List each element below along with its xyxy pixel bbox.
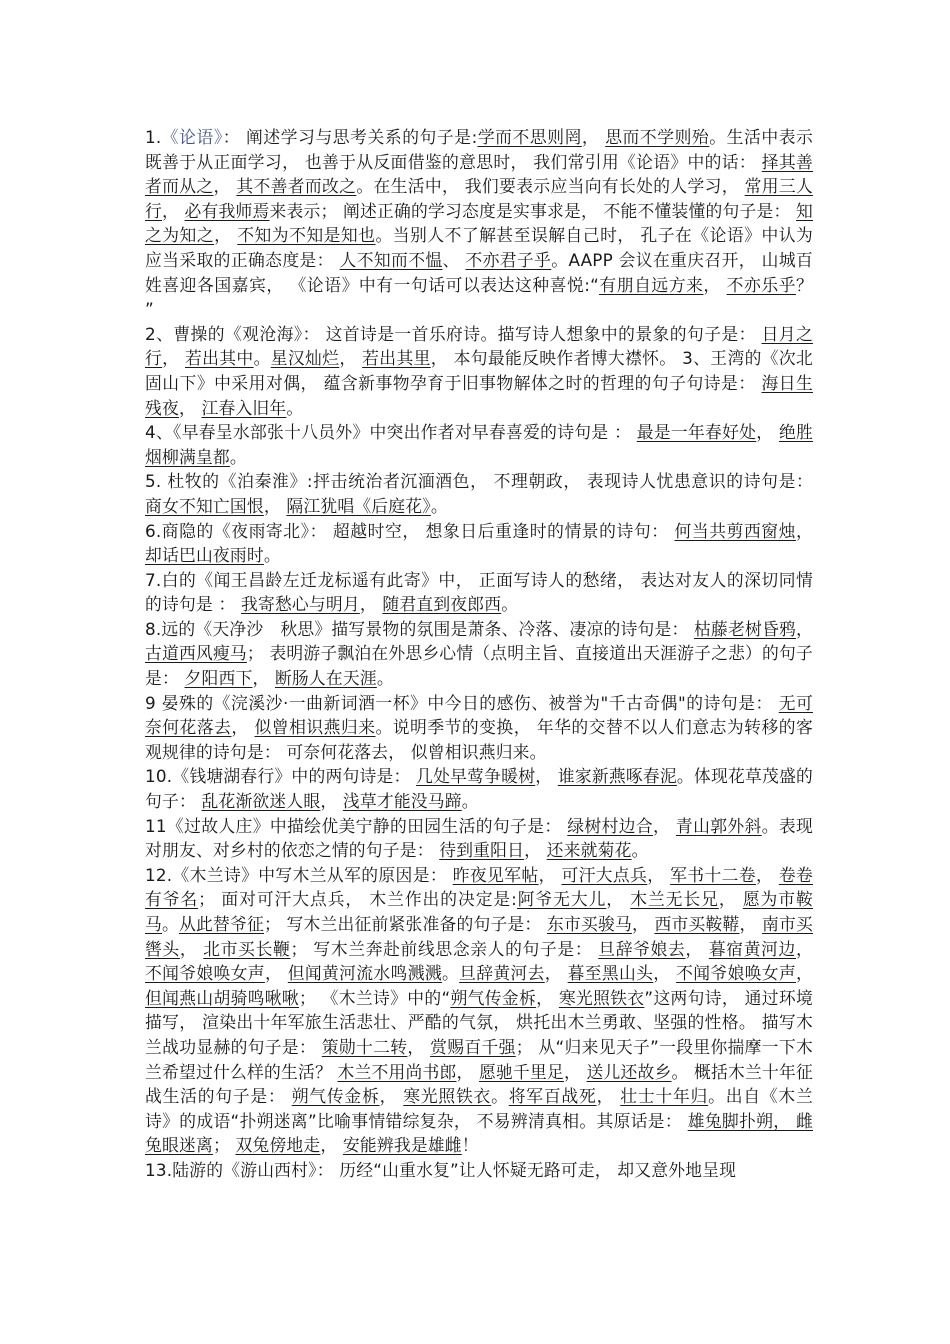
body-text: ， [756,422,779,443]
paragraph-12 [145,1158,813,1183]
answer-text: 随君直到夜郎西 [382,594,502,615]
answer-text: 不知为不知是知也 [237,225,376,246]
document-body [145,125,813,1183]
answer-text: 朔气传金柝 [291,1086,380,1107]
answer-text: 其不善者而改之 [236,176,357,197]
body-text: 。 [253,348,271,369]
answer-text: 暮宿黄河边 [708,938,796,959]
body-text: 12.《木兰诗》中写木兰从军的原因是： [145,864,453,885]
book-title-text: 《论语》 [161,127,223,147]
body-text: ， [796,963,814,984]
answer-text: 旦辞黄河去 [459,963,545,984]
answer-text: 隔江犹唱《后庭花》 [286,495,431,516]
body-text: 2、曹操的《观沧海》： 这首诗是一首乐府诗。描写诗人想象中的景象的句子是： [145,323,762,344]
answer-text: 常用三人行 [145,176,813,221]
answer-text: 南市买辔头 [145,914,814,959]
answer-text: 必有我师焉 [184,200,270,221]
body-text: ， [653,815,676,836]
body-text: 。 [430,495,448,516]
body-text: ， [359,594,383,615]
paragraph-1 [145,125,813,322]
body-text: ， [606,889,631,910]
body-text: 来表示； 阐述正确的学习态度是实事求是， 不能不懂装懂的句子是： [269,200,797,221]
answer-text: 暮至黑山头 [567,963,654,984]
body-text: 10.《钱塘湖春行》中的两句诗是： [145,766,417,787]
answer-text: 待到重阳日 [439,840,525,861]
answer-text: 木兰无长兄 [630,889,719,910]
paragraph-11 [145,863,813,1158]
answer-text: 古道西风瘦马 [145,643,247,664]
paragraph-5 [145,519,813,568]
answer-text: 青山郭外斜 [675,815,762,836]
answer-text: 但闻黄河流水鸣溅溅 [287,963,442,984]
body-text: ， [214,225,238,246]
answer-text: 我寄愁心与明月 [240,594,360,615]
body-text: 。表现对朋友、对乡村的依恋之情的句子是： [145,815,814,861]
body-text: 。 [631,840,649,861]
body-text: 。 [162,914,179,934]
body-text: ， [231,717,255,738]
body-text: ， [178,397,202,418]
answer-text: 昨夜见军帖 [452,864,539,885]
body-text: ： 阐述学习与思考关系的句子是: [222,127,478,147]
body-text: ， [796,618,814,639]
answer-text: 枯藤老树昏鸦 [694,618,797,639]
body-text: ， [252,668,275,689]
body-text: ， [796,938,813,959]
answer-text: 送儿还故乡 [586,1061,672,1082]
body-text: ， [631,914,655,934]
answer-text: 星汉灿烂 [270,348,340,369]
answer-text: 江春入旧年 [201,397,287,418]
body-text: ； 从“归来见天子”一段里你揣摩一下木兰希望过什么样的生活？ [145,1036,813,1082]
body-text: 、 [442,249,466,270]
answer-text: 不闻爷娘唤女声 [145,963,265,984]
answer-text: 阿爷无大儿 [516,889,607,910]
body-text: ， [524,840,547,861]
answer-text: 朔气传金柝 [450,987,537,1008]
body-text: ， [213,176,237,197]
body-text: ； 表明游子飘泊在外思乡心情（点明主旨、直接道出天涯游子之悲）的句子是： [145,643,813,689]
body-text: ， [685,938,709,959]
body-text: ， [162,200,185,221]
body-text: ， [162,348,185,369]
body-text: 。AAPP 会议在重庆召开， 山城百姓喜迎各国嘉宾， 《论语》中有一句话可以表达这种喜悦:“ [145,249,813,295]
body-text: ， [755,864,779,885]
answer-text: 学而不思则罔 [477,127,582,147]
answer-text: 浅草才能没马蹄 [342,791,462,812]
body-text: ， [739,914,763,934]
answer-text: 知之为知之 [145,200,813,246]
answer-text: 军书十二卷 [670,864,756,885]
body-text: 7.白的《闻王昌龄左迁龙标遥有此寄》中， 正面写诗人的愁绪， 表达对友人的深切同情的诗句是 ： [145,569,813,615]
answer-text: 不亦乐乎 [726,274,797,295]
answer-text: 从此替爷征 [179,914,264,934]
answer-text: 不亦君子乎 [465,249,552,270]
body-text: ”这两句诗， 通过环境描写， 渲染出十年军旅生活悲壮、严酷的气氛， 烘托出木兰勇敢、坚强的性格。 描写木兰战功显赫的句子是： [145,987,813,1057]
paragraph-8 [145,691,813,765]
body-text: 。出自《木兰诗》的成语“扑朔迷离”比喻事情错综复杂， 不易辨清真相。其原话是： [145,1086,813,1131]
body-text: ， [456,1061,479,1082]
answer-text: 双兔傍地走 [235,1135,321,1156]
body-text: 。 [441,963,460,984]
answer-text: 若出其里 [362,348,431,369]
paragraph-2 [145,322,813,420]
body-text: 。 [229,446,247,467]
body-text: 。 [286,397,304,418]
answer-text: 人不知而不愠 [339,249,443,270]
body-text: 13.陆游的《游山西村》： 历经“山重水复”让人怀疑无路可走， 却又意外地呈现 [145,1159,737,1180]
body-text: ， [179,938,204,959]
answer-text: 安能辨我是雄雌 [342,1135,462,1156]
body-text: 。 [461,791,479,812]
body-text: ， [407,1036,431,1057]
body-text: ； 面对可汗大点兵， 木兰作出的决定是: [198,889,517,910]
body-text: ， [544,963,568,984]
body-text: 。当别人不了解甚至误解自己时， 孔子在《论语》中认为应当采取的正确态度是： [145,225,813,270]
answer-text: 愿驰千里足 [479,1061,564,1082]
answer-text: 可汗大点兵 [561,864,648,885]
body-text: 4、《早春呈水部张十八员外》中突出作者对早春喜爱的诗句是 ： [145,422,637,443]
answer-text: 壮士十年归 [620,1086,709,1107]
body-text: 。 [491,1086,509,1107]
paragraph-7 [145,617,813,691]
answer-text: 绝胜烟柳满皇都 [145,422,814,467]
answer-text: 若出其中 [185,348,254,369]
body-text: ； 《木兰诗》中的“ [299,987,451,1008]
body-text: 8.远的《天净沙 秋思》描写景物的氛围是萧条、冷落、凄凉的诗句是： [145,618,695,639]
body-text: ， [703,274,727,295]
answer-text: 西市买鞍鞯 [654,914,740,934]
answer-text: 夕阳西下 [184,668,253,689]
answer-text: 日月之行 [145,323,813,369]
answer-text: 最是一年春好处 [636,422,757,443]
body-text: ， [535,766,558,787]
answer-text: 谁家新燕啄春泥 [557,766,677,787]
body-text: 。说明季节的变换， 年华的交替不以人们意志为转移的客观规律的诗句是： 可奈何花落去， 似曾相识燕归来。 [145,717,813,762]
paragraph-10 [145,814,813,863]
body-text: 。在生活中， 我们要表示应当向有长处的人学习， [356,176,745,197]
body-text: ， [796,520,814,541]
answer-text: 似曾相识燕归来 [254,717,376,738]
body-text: ， [581,127,606,147]
answer-text: 绿树村边合 [567,815,654,836]
body-text: ； 写木兰奔赴前线思念亲人的句子是： [290,938,599,959]
answer-text: 旦辞爷娘去 [598,938,686,959]
answer-text: 寒光照铁衣 [403,1086,492,1107]
body-text: ， [647,864,671,885]
body-text: ， [718,889,743,910]
body-text: ！ [461,1135,479,1156]
answer-text: 愿为市鞍马 [145,889,813,934]
body-text: 1. [145,127,162,147]
body-text: 11《过故人庄》中描绘优美宁静的田园生活的句子是： [145,815,568,836]
paragraph-4 [145,469,813,518]
answer-text: 几处早莺争暖树 [416,766,536,787]
paragraph-9 [145,764,813,813]
body-text: 。 [376,668,394,689]
answer-text: 东市买骏马 [546,914,632,934]
answer-text: 不闻爷娘唤女声 [676,963,797,984]
body-text: ？ ” [145,274,813,320]
body-text: ； 写木兰出征前紧张准备的句子是： [263,914,547,934]
body-text: 。 [501,594,519,615]
body-text: 9 晏殊的《浣溪沙·一曲新词酒一杯》中今日的感伤、被誉为"千古奇偶"的诗句是： [145,692,779,713]
body-text: 6.商隐的《夜雨寄北》： 超越时空， 想象日后重逢时的情景的诗句： [145,520,675,541]
answer-text: 但闻燕山胡骑鸣啾啾 [145,987,300,1008]
answer-text: 海日生残夜 [145,372,813,418]
answer-text: 北市买长鞭 [203,938,291,959]
answer-text: 寒光照铁衣 [558,987,645,1008]
answer-text: 无可奈何花落去 [145,692,813,738]
answer-text: 思而不学则殆 [605,127,710,147]
answer-text: 木兰不用尚书郎 [337,1061,457,1082]
answer-text: 将军百战死 [508,1086,597,1107]
body-text: ， [339,348,363,369]
body-text: 。体现花草茂盛的句子： [145,766,814,812]
answer-text: 断肠人在天涯 [274,668,377,689]
paragraph-6 [145,568,813,617]
paragraph-3 [145,420,813,469]
body-text: ， [263,495,287,516]
body-text: 。 概括木兰十年征战生活的句子是： [145,1061,814,1107]
answer-text: 还来就菊花 [546,840,632,861]
body-text: ， [596,1086,621,1107]
answer-text: 乱花渐欲迷人眼 [201,791,321,812]
answer-text: 商女不知亡国恨 [145,495,264,516]
body-text: 。生活中表示既善于从正面学习， 也善于从反面借鉴的意思时， 我们常引用《论语》中的话： [145,127,814,172]
answer-text: 却话巴山夜雨时 [145,545,264,566]
answer-text: 卷卷有爷名 [145,864,813,910]
answer-text: 策勋十二转 [321,1036,408,1057]
body-text: ， [379,1086,404,1107]
body-text: ， [264,963,288,984]
answer-text: 有朋自远方来 [599,274,704,295]
body-text: ， [320,1135,343,1156]
body-text: ， [563,1061,587,1082]
body-text: ， [538,864,562,885]
body-text: 5. 杜牧的《泊秦淮》:抨击统治者沉湎酒色， 不理朝政， 表现诗人忧患意识的诗句是： [145,471,813,492]
body-text: ， [320,791,343,812]
body-text: ， [653,963,677,984]
answer-text: 雄兔脚扑朔， 雌兔眼迷离 [145,1110,814,1156]
answer-text: 择其善者而从之 [145,151,813,197]
answer-text: 赏赐百千强 [430,1036,516,1057]
body-text: 。 [263,545,281,566]
answer-text: 何当共剪西窗烛 [674,520,797,541]
body-text: ； [212,1135,236,1156]
body-text: ， [536,987,559,1008]
body-text: ， 本句最能反映作者博大襟怀。 3、王湾的《次北固山下》中采用对偶， 蕴含新事物孕育于旧事物解体之时的哲理的句子句诗是： [145,348,814,393]
